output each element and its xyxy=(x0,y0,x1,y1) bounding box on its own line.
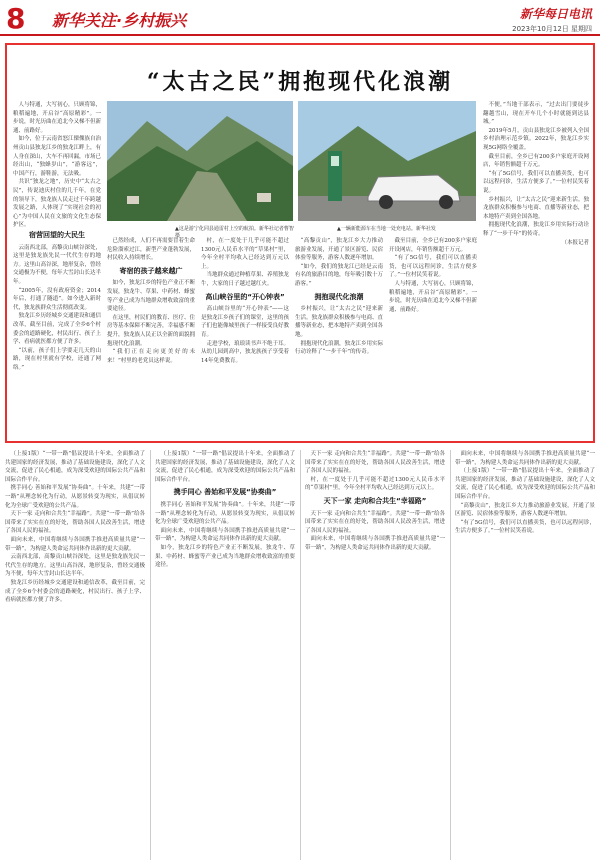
lower-column-1 xyxy=(5,450,145,860)
feature-article xyxy=(5,43,595,443)
column-rule xyxy=(300,450,301,860)
subheading: 高山峡谷里的“开心钟表” xyxy=(205,292,285,301)
paragraph: “2005年，没有政府资金；2014年后，打通了隧道”。如今进入新时代，独龙族群众生活彻底改变。 xyxy=(13,287,101,311)
article-column-6 xyxy=(483,101,589,437)
paragraph: 天下一家 走向和合共生“幸福路”。共建“一带一路”给各国带来了实实在在的好处，帮助各国人民改善生活，增进了各国人民的福祉。 xyxy=(5,511,145,535)
article-column-1 xyxy=(13,101,102,229)
paragraph: 携手同心 善始和平发展“协奏曲”。十年来，共建“一带一路”从理念转化为行动，从愿景转变为现实，从倡议转化为全球广受欢迎的公共产品。 xyxy=(5,485,145,509)
article-column-3 xyxy=(201,237,289,437)
paragraph: 当地群众通过种植草果、养殖独龙牛，大家的日子越过越红火。 xyxy=(201,272,290,287)
photo-caption-left: ▲这是游宁化同县通雷村上空的航拍。新华社记者曹智摄 xyxy=(175,226,294,239)
paragraph: 携手同心 善始和平发展“协奏曲”。十年来，共建“一带一路”从理念转化为行动，从愿景转变为现实，从倡议转化为全球广受欢迎的公共产品。 xyxy=(155,501,295,526)
paragraph: 独龙江乡历经城乡交通建设和通信改革，截至目前，完成了全乡6个村委会的道路硬化，村民出行、孩子上学、看病就医都方便了许多。 xyxy=(13,313,102,346)
subheading: 寄宿的孩子越来越广 xyxy=(119,266,183,275)
paragraph: 乡村振兴，让“太古之民”迎来新生活。独龙族群众积极参与电商、直播等新业态，把本地特产卖到全国各地。 xyxy=(483,196,589,220)
paragraph: （上接1版）“一带一路”倡议提出十年来，全面推动了共建国家的经济发展，推动了基础设施建设，深化了人文交流，促进了民心相通，成为深受欢迎的国际公共产品和国际合作平台。 xyxy=(455,468,595,500)
paragraph: 截至目前，全乡已有200多户家庭开设网店，年销售额超千万元。 xyxy=(483,153,589,169)
subheading: 宿营回望的大民生 xyxy=(29,231,85,239)
paragraph: 截至目前，全乡已有200多户家庭开设网店，年销售额超千万元。 xyxy=(389,238,477,253)
paragraph: 面向未来，中国将继续与各国携手推进高质量共建“一带一路”，为构建人类命运共同体作出新的更大贡献。 xyxy=(5,536,145,552)
paragraph: （上接1版）“一带一路”倡议提出十年来，全面推动了共建国家的经济发展，推动了基础设施建设，深化了人文交流，促进了民心相通，成为深受欢迎的国际公共产品和国际合作平台。 xyxy=(155,451,295,483)
paragraph: 人与特通，大写初心，只顾将锦，粮稻遍地，开启谷“高原精彩”。一步说，时光历曲在追北今又梯不但新通、前路好。 xyxy=(389,280,478,313)
paragraph: 如今，独龙江乡的特色产业正不断发展，独龙牛、草果、中药材、蜂蜜等产业已成为当地群众增收致富的重要途径。 xyxy=(155,544,295,569)
column-rule xyxy=(150,450,151,860)
section-title: 新华关注·乡村振兴 xyxy=(52,11,187,30)
paragraph: 村，在一度处于几乎可能不超过1300元人民币水平的“草果村”里，今年全村平均收入已经达到万元以上。 xyxy=(305,476,445,492)
paragraph: 如今，位于云南省怒江傈僳族自治州贡山县独龙江乡的独龙江畔上，有人身在深山，大车不再回漏，市场已经出山，“独蜂岁山”，“游客远”，中国产行，游鞋游，无法吸。 xyxy=(13,136,102,177)
article-column-5 xyxy=(389,237,477,437)
paper-name: 新华每日电讯 xyxy=(519,7,592,21)
lower-article xyxy=(5,450,595,860)
paragraph: （上接1版）“一带一路”倡议提出十年来，全面推动了共建国家的经济发展，推动了基础设施建设，深化了人文交流，促进了民心相通，成为深受欢迎的国际公共产品和国际合作平台。 xyxy=(5,451,145,483)
paragraph: 已然经成，人们不再需要冒着生命危险溜索过江，新型产业蓬勃发展，村民收入持续增长。 xyxy=(107,238,196,262)
paragraph: “有了5G信号，我们可以直播卖货，也可以远程问诊，生活方便多了。”一位村民笑着说。 xyxy=(483,170,589,194)
paragraph: 不便，”当地干部表示，“过去出门要徒步翻越雪山，现在开车几个小时就能到达县城。” xyxy=(483,102,589,126)
paragraph: 在这里，村民们的教育、医疗、住房等基本保障不断完善，幸福感不断提升，独龙族人民正以全新的面貌拥抱现代化浪潮。 xyxy=(107,314,196,347)
issue-date: 2023年10月12日 星期四 xyxy=(512,25,592,33)
paragraph: 独龙江乡历经城乡交通建设和通信改革，截至目前，完成了全乡6个村委会的道路硬化，村民出行、孩子上学、看病就医都方便了许多。 xyxy=(5,579,145,604)
paragraph: “我们正在走向更美好的未来！”村里的老党员这样说。 xyxy=(107,349,195,364)
paragraph: “有了5G信号，我们可以直播卖货，也可以远程问诊，生活方便多了。”一位村民笑着说。 xyxy=(455,519,595,535)
paragraph: “高黎贡山”，独龙江乡大力推动旅游业发展，开通了景区游览、民宿体验等服务，游客人数逐年增加。 xyxy=(455,502,595,518)
paragraph: 天下一家 走向和合共生“幸福路”。共建“一带一路”给各国带来了实实在在的好处，帮助各国人民改善生活，增进了各国人民的福祉。 xyxy=(305,451,445,475)
paragraph: 2019年5月，贡山县独龙江乡被列入全国乡村治理示范乡镇。2022年，独龙江乡实现5G网络全覆盖。 xyxy=(483,127,589,151)
masthead xyxy=(512,5,592,34)
column-rule xyxy=(450,450,451,860)
paragraph: 走进学校，琅琅读书声不绝于耳。从幼儿园到高中，独龙族孩子享受着14年免费教育。 xyxy=(201,340,290,364)
article-column-1b xyxy=(13,227,101,437)
paragraph: 乡村振兴，让“太古之民”迎来新生活。独龙族群众积极参与电商、直播等新业态，把本地特产卖到全国各地。 xyxy=(295,306,384,338)
subheading: 天下一家 走向和合共生“幸福路” xyxy=(323,496,427,505)
paragraph: 共识“独龙之地”，历史中“太古之民”，传说迪庆村住的几千年，在党的领导下，独龙族人民走过千年跨越发展之路，人体现了“实现社会的初心”为中国人民在文旅的文化生态保护区。 xyxy=(13,179,102,229)
paragraph: 村，在一度处于几乎可能不超过1300元人民币水平的“草果村”里，今年全村平均收入已经达到万元以上。 xyxy=(201,238,289,270)
lower-column-4 xyxy=(455,450,595,860)
paragraph: 如今，独龙江乡的特色产业正不断发展，独龙牛、草果、中药材、蜂蜜等产业已成为当地群众增收致富的重要途径。 xyxy=(107,280,196,313)
photo-caption-right: ▲一辆新能源车在当地一处充电站。新华社发 xyxy=(337,226,436,232)
paragraph: 面向未来，中国将继续与各国携手推进高质量共建“一带一路”，为构建人类命运共同体作出新的更大贡献。 xyxy=(155,527,295,543)
valley-photo xyxy=(107,101,293,221)
paragraph: 云南西北部，高黎贡山峡谷深处，这里是独龙族先民一代代生存的地方。这里山高谷深，地形复杂，曾经交通极为不便，每年大雪封山长达半年。 xyxy=(13,244,102,285)
byline: （本报记者 xyxy=(561,239,589,246)
article-column-4 xyxy=(295,237,383,437)
paragraph: “如今，我们的独龙江已经是云南有名的旅游目的地，每年吸引数十万游客。” xyxy=(295,263,384,287)
paragraph: 高山峡谷里的“开心钟表”——这是独龙江乡孩子们的课堂，这里的孩子们也能像城里孩子一样接受良好教育。 xyxy=(201,306,290,338)
article-headline: “太古之民”拥抱现代化浪潮 xyxy=(146,69,454,95)
paragraph: “有了5G信号，我们可以直播卖货，也可以远程问诊，生活方便多了。”一位村民笑着说。 xyxy=(389,255,477,279)
article-column-2 xyxy=(107,237,195,437)
subheading: 拥抱现代化浪潮 xyxy=(314,292,364,301)
paragraph: 天下一家 走向和合共生“幸福路”。共建“一带一路”给各国带来了实实在在的好处，帮助各国人民改善生活，增进了各国人民的福祉。 xyxy=(305,510,445,534)
paragraph: 拥抱现代化浪潮，独龙江乡用实际行动诠释了“一步千年”的传奇。 xyxy=(295,340,384,356)
page-number: 8 xyxy=(6,2,26,35)
lower-column-3 xyxy=(305,450,445,860)
page-header xyxy=(0,0,600,36)
paragraph: “以前，孩子们上学要走几天的山路，现在村里就有学校，还通了网络。” xyxy=(13,347,101,371)
ev-charging-photo xyxy=(298,101,476,221)
subheading: 携手同心 善始和平发展“协奏曲” xyxy=(173,488,277,497)
paragraph: 面向未来，中国将继续与各国携手推进高质量共建“一带一路”，为构建人类命运共同体作出新的更大贡献。 xyxy=(305,536,445,551)
paragraph: 云南西北部，高黎贡山峡谷深处，这里是独龙族先民一代代生存的地方。这里山高谷深，地形复杂，曾经交通极为不便，每年大雪封山长达半年。 xyxy=(5,554,145,578)
paragraph: “高黎贡山”，独龙江乡大力推动旅游业发展，开通了景区游览、民宿体验等服务，游客人数逐年增加。 xyxy=(295,238,384,262)
paragraph: 面向未来，中国将继续与各国携手推进高质量共建“一带一路”，为构建人类命运共同体作出新的更大贡献。 xyxy=(455,451,595,466)
lower-column-2 xyxy=(155,450,295,860)
paragraph: 人与特通，大写初心，只顾将锦，粮稻遍地，开启谷“高原精彩”。一步说，时光历曲在追北今又梯不但新通、前路好。 xyxy=(13,102,102,134)
paragraph: 拥抱现代化浪潮，独龙江乡用实际行动诠释了“一步千年”的传奇。 xyxy=(483,222,589,237)
